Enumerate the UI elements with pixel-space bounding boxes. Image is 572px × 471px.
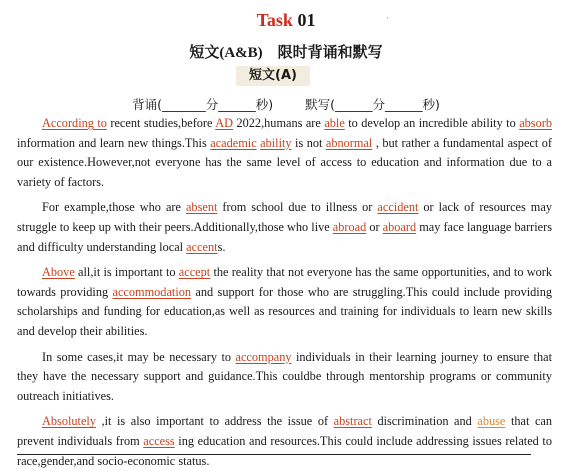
keyword: abstract xyxy=(333,414,372,429)
passage-text: the reality that not everyone has the same opportunities, and to work towards providing xyxy=(17,265,553,299)
passage-text: 2022,humans are xyxy=(233,116,325,130)
passage-text: s. xyxy=(217,239,226,254)
passage-text: information and learn new things.This xyxy=(17,135,211,150)
passage-text: recent studies,before xyxy=(106,116,216,130)
keyword: abroad xyxy=(332,219,367,234)
passage-text: is not xyxy=(291,135,326,150)
passage-paragraph xyxy=(17,263,552,341)
passage-text: , but rather a fundamental aspect of our existence.However,not everyone has the same level of access to education and information due to a variety of factors. xyxy=(17,135,553,189)
keyword: AD xyxy=(215,116,234,130)
passage-text: discrimination and xyxy=(371,414,478,429)
keyword: absent xyxy=(185,200,218,215)
keyword: According to xyxy=(42,116,107,130)
passage-paragraph xyxy=(17,348,552,407)
passage-text: that can prevent individuals from xyxy=(17,414,553,448)
timer-row xyxy=(0,95,572,113)
passage-text: ing education and resources.This could include addressing issues related to race,gender,and socio-economic status. xyxy=(17,433,552,468)
task-number: 01 xyxy=(297,10,316,30)
keyword: abuse xyxy=(477,414,506,429)
passage-text: ,it is also important to address the issue of xyxy=(95,414,334,429)
passage-paragraph xyxy=(17,114,552,192)
passage-text: For example,those who are xyxy=(42,200,186,215)
dictation-time-field: 默写(______分______秒) xyxy=(305,97,440,112)
page-subtitle: 短文(A&B) 限时背诵和默写 xyxy=(189,45,383,61)
keyword: accent xyxy=(186,239,218,254)
keyword: absorb xyxy=(519,116,552,130)
passage-paragraph xyxy=(17,412,552,471)
keyword: abnormal xyxy=(325,135,373,150)
recite-time-field: 背诵(_______分______秒) xyxy=(132,97,274,112)
keyword: accompany xyxy=(235,349,292,364)
passage-text: and support for those who are struggling.This could include providing scholarships and funding for education,as well as resources and training for individuals to learn new skills and develop their abilities. xyxy=(17,284,553,338)
keyword: aboard xyxy=(382,219,417,234)
passage-badge: 短文(A) xyxy=(236,66,310,86)
keyword: access xyxy=(143,433,175,448)
passage-text: all,it is important to xyxy=(74,265,179,280)
keyword: able xyxy=(324,116,345,130)
passage-text: from school due to illness or xyxy=(217,200,378,215)
decorative-dot: · xyxy=(386,14,389,23)
keyword: academic xyxy=(210,135,257,150)
keyword: Absolutely xyxy=(42,414,96,429)
passage-text: may face language barriers and difficulty understanding local xyxy=(17,219,553,254)
passage-text: or lack of resources may struggle to keep up with their peers.Additionally,those who live xyxy=(17,200,552,234)
passage-paragraph xyxy=(17,198,552,257)
keyword: accept xyxy=(178,265,211,280)
passage-text: In some cases,it may be necessary to xyxy=(42,349,236,364)
passage-text: individuals in their learning journey to ensure that they have the necessary support and guidance.This couldbe through mentorship programs or community outreach initiatives. xyxy=(17,349,553,403)
keyword: accident xyxy=(377,200,419,215)
passage-text: to develop an incredible ability to xyxy=(344,116,520,130)
passage-text: or xyxy=(366,219,383,234)
task-title xyxy=(0,10,572,31)
passage-body xyxy=(17,114,552,471)
bottom-divider xyxy=(17,454,531,455)
keyword: ability xyxy=(260,135,292,150)
task-label: Task xyxy=(256,10,293,30)
keyword: accommodation xyxy=(112,284,192,299)
keyword: Above xyxy=(42,265,75,280)
